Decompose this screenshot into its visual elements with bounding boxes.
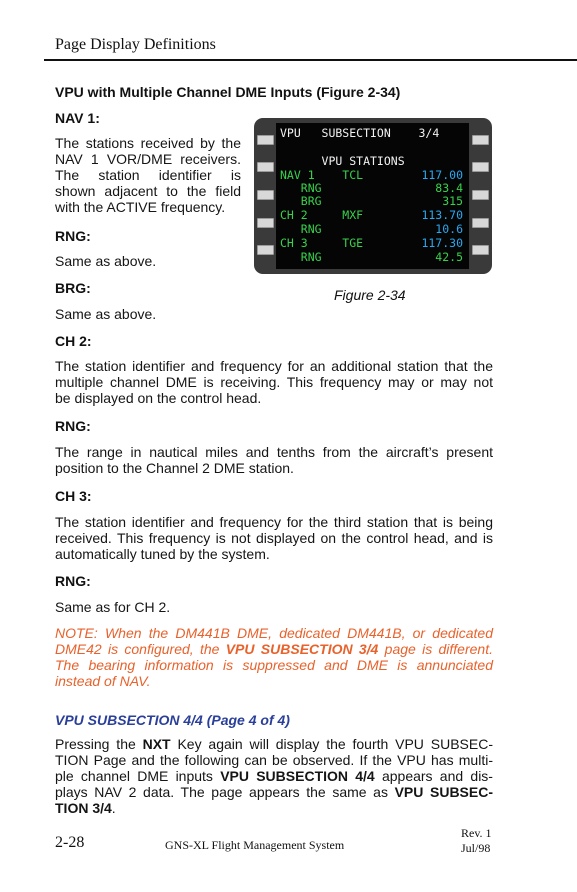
ch3-text <box>55 514 493 562</box>
text-line: TION Page and the following can be observed. If the VPU has multi- <box>55 752 493 768</box>
line-select-key[interactable] <box>472 135 489 145</box>
revision-date: Jul/98 <box>461 841 491 855</box>
text-line: shown adjacent to the field <box>55 183 241 199</box>
screen-value: 42.5 <box>435 250 463 264</box>
rng2-text <box>55 444 493 476</box>
revision-info <box>461 826 492 856</box>
ch3-label: CH 3: <box>55 488 92 504</box>
text-line: automatically tuned by the system. <box>55 546 270 562</box>
screen-value: 83.4 <box>435 181 463 195</box>
text-line: The range in nautical miles and tenths from the aircraft’s present <box>55 444 493 460</box>
line-select-key[interactable] <box>257 162 274 172</box>
screen-value: 117.30 <box>421 236 463 250</box>
line-select-key[interactable] <box>257 135 274 145</box>
note-emphasis: VPU SUBSECTION 3/4 <box>225 641 379 657</box>
brg-text: Same as above. <box>55 306 157 322</box>
screen-line: CH 3 TGE <box>280 236 364 250</box>
screen-line: NAV 1 TCL <box>280 168 364 182</box>
page-name: VPU SUBSEC- <box>394 784 494 800</box>
screen-line: VPU STATIONS <box>280 154 405 168</box>
text-line <box>55 768 493 784</box>
note-line: instead of NAV. <box>55 673 151 689</box>
screen-line: RNG <box>280 181 322 195</box>
text-line: position to the Channel 2 DME station. <box>55 460 294 476</box>
page-number: 2-28 <box>55 834 85 851</box>
figure-caption: Figure 2-34 <box>334 287 406 303</box>
text-line: with the ACTIVE frequency. <box>55 199 226 215</box>
text-line: The station identifier is <box>55 167 241 183</box>
text-line: The station identifier and frequency for an additional station that the <box>55 358 493 374</box>
ch2-label: CH 2: <box>55 333 92 349</box>
line-select-key[interactable] <box>257 245 274 255</box>
screen-value: 117.00 <box>421 168 463 182</box>
text-line: multiple channel DME is receiving. This frequency may or may not <box>55 374 493 390</box>
screen-value: 113.70 <box>421 208 463 222</box>
screen-line: RNG <box>280 222 322 236</box>
screen-value: 315 <box>442 194 463 208</box>
subsection-text <box>55 736 493 816</box>
page-name: VPU SUBSECTION 4/4 <box>220 768 375 784</box>
screen-line: RNG <box>280 250 322 264</box>
note-line <box>55 641 493 657</box>
rng3-text: Same as for CH 2. <box>55 599 171 615</box>
running-head: Page Display Definitions <box>55 36 216 53</box>
note-text: DME42 is configured, the <box>55 641 226 657</box>
key-name: NXT <box>142 736 171 752</box>
section-title: VPU with Multiple Channel DME Inputs (Figure 2-34) <box>55 84 401 100</box>
text-line: be displayed on the control head. <box>55 390 262 406</box>
note-block <box>55 625 493 689</box>
rng2-label: RNG: <box>55 418 91 434</box>
revision: Rev. 1 <box>461 826 492 840</box>
subsection-title: VPU SUBSECTION 4/4 (Page 4 of 4) <box>55 712 290 728</box>
text-span: plays NAV 2 data. The page appears the same as <box>55 784 395 800</box>
header-rule <box>44 59 577 61</box>
text-line: received. This frequency is not displayed on the control head, and is <box>55 530 493 546</box>
text-line <box>55 800 493 816</box>
note-text: page is different. <box>378 641 493 657</box>
line-select-key[interactable] <box>472 245 489 255</box>
rng3-label: RNG: <box>55 573 91 589</box>
brg-label: BRG: <box>55 280 91 296</box>
text-line: The station identifier and frequency for the third station that is being <box>55 514 493 530</box>
text-line: NAV 1 VOR/DME receivers. <box>55 151 241 167</box>
note-line: The bearing information is suppressed and DME is annunciated <box>55 657 493 673</box>
text-line <box>55 736 493 752</box>
text-span: Key again will display the fourth VPU SUBSEC- <box>170 736 493 752</box>
text-span: Pressing the <box>55 736 143 752</box>
screen-line: BRG <box>280 194 322 208</box>
line-select-key[interactable] <box>257 218 274 228</box>
footer-title: GNS-XL Flight Management System <box>165 838 345 852</box>
screen-value: 10.6 <box>435 222 463 236</box>
page-name: TION 3/4 <box>55 800 112 816</box>
text-line: The stations received by the <box>55 135 241 151</box>
text-span: ple channel DME inputs <box>55 768 221 784</box>
nav1-label: NAV 1: <box>55 110 100 126</box>
note-line: NOTE: When the DM441B DME, dedicated DM441B, or dedicated <box>55 625 493 641</box>
ch2-text <box>55 358 493 406</box>
text-span: appears and dis- <box>374 768 493 784</box>
text-line <box>55 784 493 800</box>
cdu-screen <box>276 123 469 269</box>
line-select-key[interactable] <box>257 190 274 200</box>
nav1-text <box>55 135 241 215</box>
line-select-key[interactable] <box>472 162 489 172</box>
line-select-key[interactable] <box>472 218 489 228</box>
rng1-text: Same as above. <box>55 253 157 269</box>
screen-line: VPU SUBSECTION 3/4 <box>280 126 440 140</box>
rng1-label: RNG: <box>55 228 91 244</box>
text-span: . <box>111 800 116 816</box>
line-select-key[interactable] <box>472 190 489 200</box>
screen-line: CH 2 MXF <box>280 208 364 222</box>
